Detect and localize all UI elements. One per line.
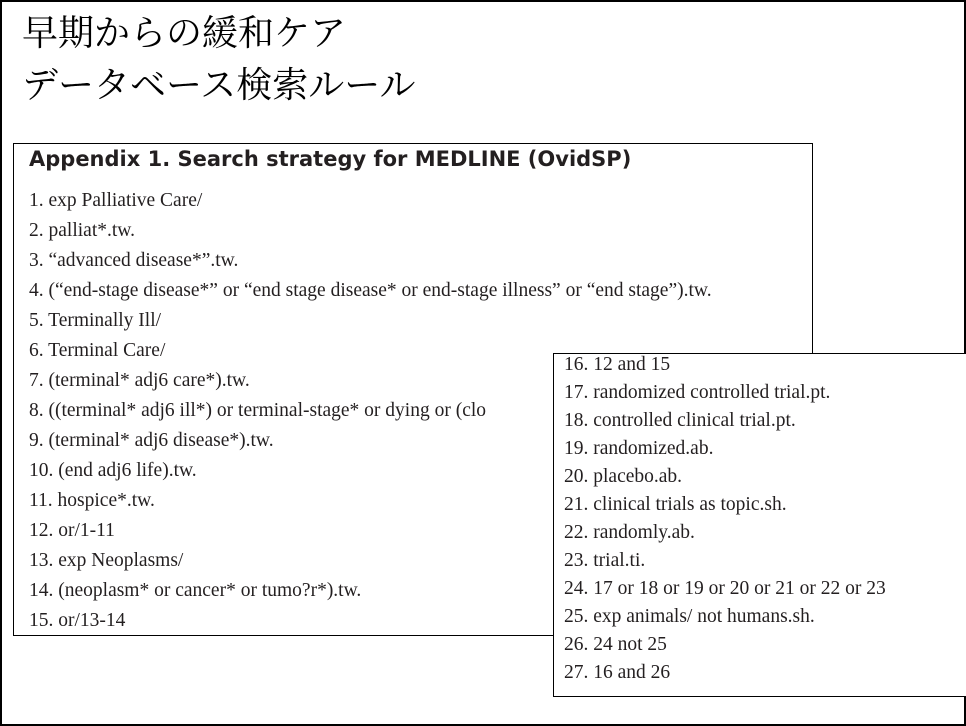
list-item: 18. controlled clinical trial.pt.: [564, 410, 796, 431]
list-item: 26. 24 not 25: [564, 634, 667, 655]
list-item: 10. (end adj6 life).tw.: [29, 460, 197, 481]
list-item: 24. 17 or 18 or 19 or 20 or 21 or 22 or 23: [564, 578, 886, 599]
search-strategy-list-right: [564, 353, 886, 687]
list-item: 15. or/13-14: [29, 610, 126, 631]
list-item: 1. exp Palliative Care/: [29, 190, 203, 211]
list-item: 3. “advanced disease*”.tw.: [29, 250, 239, 271]
list-item: 4. (“end-stage disease*” or “end stage disease* or end-stage illness” or “end stage”).tw.: [29, 280, 712, 301]
list-item: 23. trial.ti.: [564, 550, 646, 571]
slide-title: [22, 8, 415, 112]
list-item: 5. Terminally Ill/: [29, 310, 162, 331]
slide-title-line-1: 早期からの緩和ケア: [22, 13, 347, 54]
appendix-heading: Appendix 1. Search strategy for MEDLINE (OvidSP): [29, 147, 632, 171]
slide-title-line-2: データベース検索ルール: [22, 65, 416, 106]
list-item: 11. hospice*.tw.: [29, 490, 155, 511]
list-item: 21. clinical trials as topic.sh.: [564, 494, 787, 515]
list-item: 27. 16 and 26: [564, 662, 671, 683]
list-item: 2. palliat*.tw.: [29, 220, 135, 241]
list-item: 8. ((terminal* adj6 ill*) or terminal-stage* or dying or (clo: [29, 400, 487, 421]
list-item: 7. (terminal* adj6 care*).tw.: [29, 370, 250, 391]
list-item: 20. placebo.ab.: [564, 466, 683, 487]
list-item: 25. exp animals/ not humans.sh.: [564, 606, 815, 627]
list-item: 9. (terminal* adj6 disease*).tw.: [29, 430, 274, 451]
list-item: 19. randomized.ab.: [564, 438, 714, 459]
list-item: 6. Terminal Care/: [29, 340, 166, 361]
list-item: 12. or/1-11: [29, 520, 115, 541]
appendix-panel-right: [553, 353, 966, 697]
list-item: 14. (neoplasm* or cancer* or tumo?r*).tw.: [29, 580, 362, 601]
list-item: 16. 12 and 15: [564, 354, 671, 375]
list-item: 22. randomly.ab.: [564, 522, 695, 543]
list-item: 17. randomized controlled trial.pt.: [564, 382, 831, 403]
list-item: 13. exp Neoplasms/: [29, 550, 184, 571]
